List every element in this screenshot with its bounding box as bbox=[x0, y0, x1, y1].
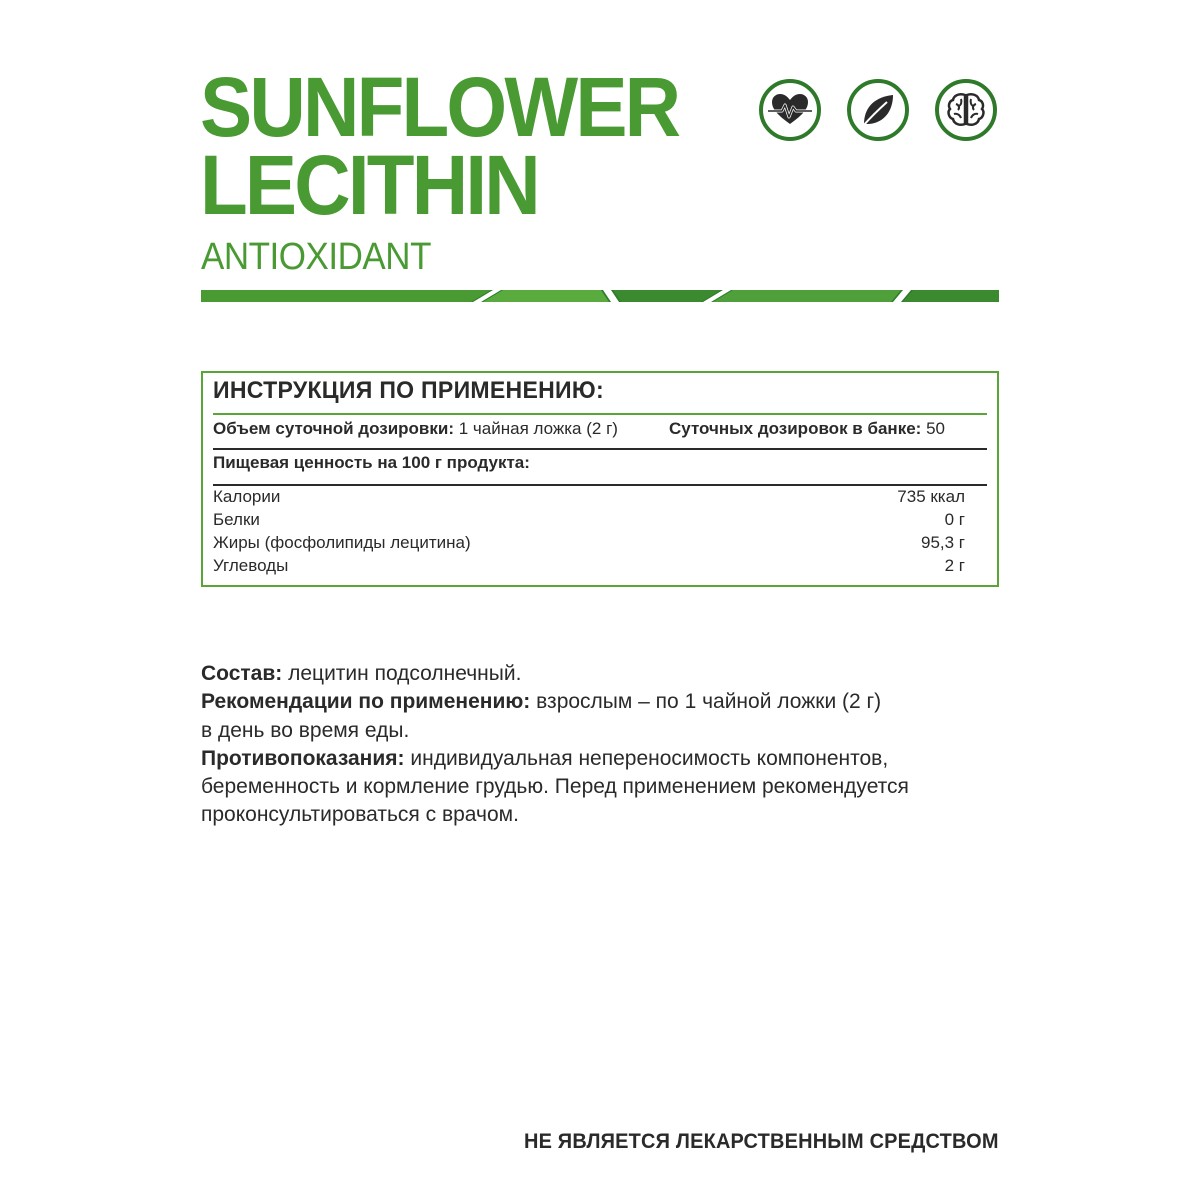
nutrition-value: 735 ккал bbox=[897, 487, 965, 506]
daily-dose-label: Объем суточной дозировки: bbox=[213, 419, 454, 438]
product-title bbox=[200, 60, 679, 232]
footer-disclaimer: НЕ ЯВЛЯЕТСЯ ЛЕКАРСТВЕННЫМ СРЕДСТВОМ bbox=[524, 1130, 999, 1153]
contraindications-text: проконсультироваться с врачом. bbox=[201, 803, 519, 827]
benefit-icons bbox=[758, 78, 998, 142]
servings-label: Суточных дозировок в банке: bbox=[669, 419, 922, 438]
contraindications-text: индивидуальная непереносимость компонентов, bbox=[410, 746, 889, 770]
servings-per-jar bbox=[669, 419, 945, 439]
panel-divider bbox=[213, 484, 987, 486]
heart-pulse-icon bbox=[758, 78, 822, 142]
recommendations-text: взрослым – по 1 чайной ложки (2 г) bbox=[536, 690, 882, 714]
daily-dose-value: 1 чайная ложка (2 г) bbox=[458, 419, 618, 438]
contraindications-label: Противопоказания: bbox=[201, 746, 405, 770]
servings-value: 50 bbox=[926, 419, 945, 438]
contraindications bbox=[201, 745, 1001, 830]
recommendations bbox=[201, 688, 1001, 745]
nutrition-label: Калории bbox=[213, 487, 281, 506]
decorative-stripe bbox=[201, 290, 999, 302]
instructions-panel bbox=[201, 371, 999, 587]
recommendations-text: в день во время еды. bbox=[201, 718, 410, 742]
nutrition-label: Углеводы bbox=[213, 556, 289, 575]
contraindications-text: беременность и кормление грудью. Перед применением рекомендуется bbox=[201, 775, 909, 799]
panel-divider bbox=[213, 448, 987, 450]
title-line-2: LECITHIN bbox=[200, 138, 538, 232]
nutrition-value: 0 г bbox=[944, 510, 965, 529]
brain-icon bbox=[934, 78, 998, 142]
nutrition-label: Белки bbox=[213, 510, 260, 529]
nutrition-label: Жиры (фосфолипиды лецитина) bbox=[213, 533, 471, 552]
product-subtitle: ANTIOXIDANT bbox=[201, 236, 431, 278]
composition bbox=[201, 660, 1001, 688]
panel-divider bbox=[213, 413, 987, 415]
title-line-1: SUNFLOWER bbox=[200, 60, 679, 154]
instructions-title: ИНСТРУКЦИЯ ПО ПРИМЕНЕНИЮ: bbox=[213, 377, 604, 404]
leaf-icon bbox=[846, 78, 910, 142]
nutrition-value: 2 г bbox=[944, 556, 965, 575]
recommendations-label: Рекомендации по применению: bbox=[201, 690, 531, 714]
nutrition-title: Пищевая ценность на 100 г продукта: bbox=[213, 453, 530, 472]
composition-text: лецитин подсолнечный. bbox=[288, 662, 522, 685]
nutrition-value: 95,3 г bbox=[920, 533, 965, 552]
daily-dose bbox=[213, 419, 618, 439]
product-description bbox=[201, 660, 1001, 830]
composition-label: Состав: bbox=[201, 662, 283, 685]
